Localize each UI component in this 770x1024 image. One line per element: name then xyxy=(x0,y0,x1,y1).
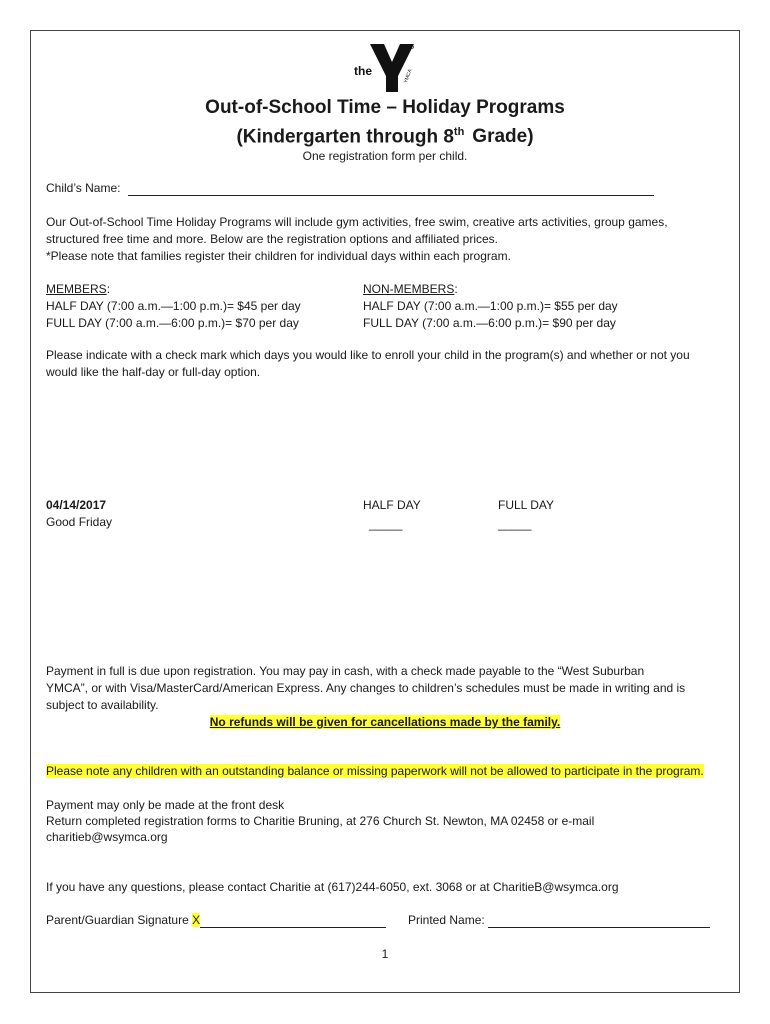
nonmembers-half-day-price: HALF DAY (7:00 a.m.—1:00 p.m.)= $55 per day xyxy=(363,299,618,313)
full-day-column-label: FULL DAY xyxy=(498,498,555,512)
nonmembers-heading: NON-MEMBERS: xyxy=(363,282,458,296)
childs-name-line[interactable] xyxy=(128,183,654,196)
signature-field[interactable]: Parent/Guardian Signature X xyxy=(46,912,386,928)
intro-line-3: *Please note that families register their children for individual days within each program. xyxy=(46,249,511,263)
half-day-checkbox-blank[interactable]: _____ xyxy=(369,517,403,531)
program-day-name: Good Friday xyxy=(46,515,113,529)
balance-warning: Please note any children with an outstanding balance or missing paperwork will not be allowed to participate in the program. xyxy=(46,764,704,778)
page-title: Out-of-School Time – Holiday Programs xyxy=(205,97,565,118)
payment-line-3: subject to availability. xyxy=(46,698,159,712)
program-date: 04/14/2017 xyxy=(46,498,107,512)
intro-line-2: structured free time and more. Below are the registration options and affiliated prices. xyxy=(46,232,499,246)
page-number: 1 xyxy=(381,947,389,961)
childs-name-field[interactable]: Child’s Name: xyxy=(46,180,654,196)
members-half-day-price: HALF DAY (7:00 a.m.—1:00 p.m.)= $45 per day xyxy=(46,299,301,313)
no-refunds-notice: No refunds will be given for cancellations made by the family. xyxy=(209,715,561,729)
full-day-checkbox-blank[interactable]: _____ xyxy=(498,517,532,531)
return-email: charitieb@wsymca.org xyxy=(46,830,168,844)
printed-name-line[interactable] xyxy=(488,915,710,928)
return-instructions-line-1: Return completed registration forms to Charitie Bruning, at 276 Church St. Newton, MA 02458 or e-mail xyxy=(46,814,595,828)
nonmembers-full-day-price: FULL DAY (7:00 a.m.—6:00 p.m.)= $90 per day xyxy=(363,316,616,330)
questions-contact: If you have any questions, please contact Charitie at (617)244-6050, ext. 3068 or at CharitieB@wsymca.org xyxy=(46,880,619,894)
instructions-line-2: would like the half-day or full-day option. xyxy=(46,365,261,379)
intro-line-1: Our Out-of-School Time Holiday Programs will include gym activities, free swim, creative arts activities, group games, xyxy=(46,215,668,229)
front-desk-note: Payment may only be made at the front desk xyxy=(46,798,285,812)
signature-line[interactable] xyxy=(200,915,386,928)
printed-name-field[interactable]: Printed Name: xyxy=(408,912,710,928)
members-full-day-price: FULL DAY (7:00 a.m.—6:00 p.m.)= $70 per day xyxy=(46,316,299,330)
half-day-column-label: HALF DAY xyxy=(363,498,421,512)
members-heading: MEMBERS: xyxy=(46,282,111,296)
form-note: One registration form per child. xyxy=(302,149,468,163)
signature-x-marker: X xyxy=(192,913,201,927)
payment-line-1: Payment in full is due upon registration. You may pay in cash, with a check made payable to the “West Suburban xyxy=(46,664,645,678)
instructions-line-1: Please indicate with a check mark which days you would like to enroll your child in the program(s) and whether or not you xyxy=(46,348,690,362)
logo-the-text: the xyxy=(354,64,372,78)
ymca-logo xyxy=(350,42,420,94)
page-subtitle-grade: (Kindergarten through 8th Grade) xyxy=(236,126,534,148)
payment-line-2: YMCA”, or with Visa/MasterCard/American Express. Any changes to children’s schedules must be made in writing and is xyxy=(46,681,686,695)
logo-ymca-text: YMCA xyxy=(403,68,414,85)
